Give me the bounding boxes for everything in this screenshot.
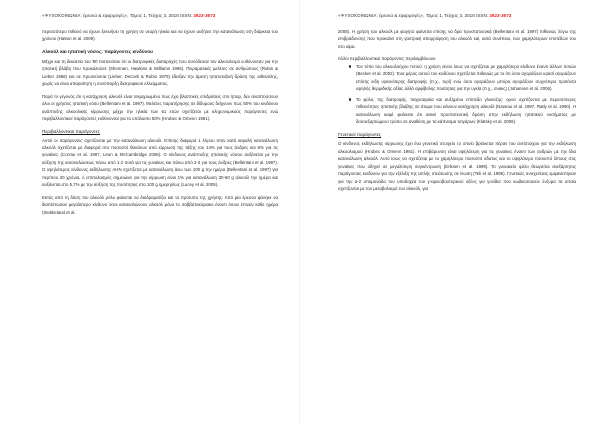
right-page	[300, 0, 600, 424]
list-intro: Άλλοι περιβαλλοντικοί παράγοντες περιλαμβάνουν:	[338, 56, 437, 62]
page-header	[338, 13, 576, 19]
list-item	[349, 96, 576, 126]
page-header	[42, 13, 278, 19]
paragraph: 2008). Η χρήση του αλκοόλ με φαγητό φαίνεται επίσης να δρα προστατευτικά (Bellentani et al. 1997) πιθανώς λόγω της επιβράδυνσης που προκαλεί στη γαστρική απορρόφηση του αλκοόλ και, κατά συνέπεια, των χαμηλότερων επιπέδων του στο αίμα.	[338, 29, 576, 49]
paragraph: Ο κίνδυνος εκδήλωσης κίρρωσης έχει ένα γενετικό στοιχείο το οποίο βρίσκεται πέραν του αντίστοιχου για την εκδήλωση αλκοολισμού (Hrubec & Omenn 1981). Η επιβάρυνση είναι υψηλότερη για τις γυναίκες έναντι των ανδρών με την ίδια κατανάλωση αλκοόλ. Αυτό ίσως να σχετίζεται με το χαμηλότερο ποσοστό ύδατος και το υψηλότερο ποσοστό λίπους στις γυναίκες που οδηγεί σε μεγαλύτερη συγκέντρωση (Eriksen et al. 1999). Το γυναικείο φύλο θεωρείται ανεξάρτητος παράγοντας κινδύνου για την εξέλιξη της απλής στεάτωσης σε ίνωση (Teli et al. 1995). Γενετικές συσχετίσεις εμφανίστηκαν για την α-2 υπομονάδα του υποδοχέα του γ-αμινοβουτυρικού οξέος για γονίδια που κωδικοποιούν ένζυμα τα οποία σχετίζονται με τον μεταβολισμό του αλκοόλ, για	[338, 141, 576, 192]
paragraph: Εκτός από τη δόση του αλκοόλ ρόλο φαίνεται να διαδραματίζει και το πρότυπο της χρήσης. Από μία έρευνα φάνηκε να διαπίστωσαν μεγαλύτερο κίνδυνο όσοι καταναλώνουν αλκοόλ μόνο το σαββατοκύριακο έναντι όσων έπιναν κάθε ημέρα (Stokkeland et al.	[42, 194, 278, 215]
journal-title: «ΨΥΧΟΚΟΙΝΩΝΙΑ: έρευνα & εφαρμογές», Τόμος 1, Τεύχος 3, 2018	[338, 13, 475, 18]
list-item-text: Τον τύπο του αλκοολούχου ποτού: η χρήση οίνου ίσως να σχετίζεται με χαμηλότερο κίνδυνο έναντι άλλων ποτών (Becker et al. 2002). Ένα μέρος αυτού του κινδύνου σχετίζεται πιθανώς με το ότι όσοι αγοράζουν κρασί αγοράζουν επίσης ειδη υγιεινότερης διατροφής (π.χ., τυρί) ενώ όσοι αγοράζουν μπύρα αγοράζουν συχνότερα προϊόντα υψηλής θερμιδικής αξίας αλλά αμφίβολης ποιότητας για την υγεία (π.χ., σνακς) (Johansen et al. 2006).	[356, 63, 576, 92]
bullet-icon	[349, 98, 351, 100]
paragraph: Παρά το γεγονός ότι η κατάχρηση αλκοόλ είναι τεκμηριωμένο πως έχει βλαπτικές επιδράσεις στο ήπαρ, δεν αναπτύσσουν όλοι οι χρήστες ηπατική νόσο (Bellentani et al. 1997). Μελέτες παρατήρησης σε δίδυμους δείχνουν πως 50% του κινδύνου ανάπτυξης αλκοολικής κίρρωσης μέχρι την ηλικία των 61 ετών σχετίζεται με κληρονομικούς παράγοντες ενώ περιβαλλοντικοί παράγοντες ευθύνονται για το υπόλοιπο 50% (Hrubec & Omenn 1981).	[42, 93, 278, 122]
bullet-icon	[349, 65, 351, 67]
section-heading: Αλκοόλ και ηπατική νόσος: παράγοντες κινδύνου	[42, 48, 153, 54]
issn-label: ISSN:	[476, 13, 489, 18]
journal-title: «ΨΥΧΟΚΟΙΝΩΝΙΑ: έρευνα & εφαρμογές», Τόμος 1, Τεύχος 3, 2018	[42, 13, 179, 18]
list-item-text: Το φύλο, της διατροφής, παχυσαρκία και αυξημένο επίπεδο γλυκόζης: ορού σχετίζονται με περισσότερες πιθανότητες ηπατικής βλάβης σε άτομα που κάνουν κατάχρηση αλκοόλ (Naveau et al. 1997, Ratly et al. 1990). Η κατανάλωση καφέ φαίνεται ότι ασκεί προστατευτική δράση στην εκδήλωση ηπατικού νοσήματος με δοσοεξαρτώμενο τρόπο σε αναθέση με τα κάπνισμα τσιγάρων (Klatsky et al. 2006).	[356, 96, 576, 124]
bullet-list	[338, 63, 576, 126]
issn-number: 2623-3673	[193, 13, 216, 18]
paragraph: Μέχρι και τη δεκαετία του '80 πιστευόταν ότι οι διατροφικές διαταραχές που συνόδευαν τον αλκοολισμό ευθύνονταν για την ηπατική βλάβη που προκαλούσε (Sherman, Hawkins & Williams 1996). Πειραματικές μελέτες σε ανθρώπους (Rubin & Lieber 1968) και σε πρωτεύοντα (Lieber, DeCarli & Rubin 1975) έδειξαν την άμεση ηπατοτοξική δράση της αιθανόλης, χωρίς να είναι απαραίτητη η συνύπαρξη διατροφικού ελλείμματος.	[42, 58, 278, 87]
list-item	[349, 63, 576, 93]
subsection-heading: Περιβαλλοντικοί παράγοντες	[42, 128, 100, 134]
paragraph: περισσότερο πιθανό να έχουν ξεκινήσει τη χρήση σε νεαρή ηλικία και να έχουν αυξήσει την κατανάλωση στη διάρκεια του χρόνου (Hatton et al. 2009).	[42, 29, 278, 42]
paragraph: Αυτοί οι παράγοντες σχετίζονται με την κατανάλωση αλκοόλ. Επίσης διαφορά 1 λίτρου στην κατά κεφαλή κατανάλωση αλκοόλ σχετίζεται με διαφορά στο ποσοστό θανάτων από κίρρωση της τάξης του 14% για τους άνδρες και 8% για τις γυναίκες (Corrao et al. 1997, Leon & McCambridge 2006). Ο κίνδυνος ανάπτυξης ηπατικής νόσου αυξάνεται με την αύξηση της καταναλώσεως πάνω από 1-2 ποτά για τις γυναίκες και πάνω από 2-3 για τους άνδρες (Bellentani et al. 1997). Ο υψηλότερος κίνδυνος εκδήλωσης ΑΗΝ σχετίζεται με κατανάλωση άνω των 100 g την ημέρα (Bellentani et al. 1997) για περίπου 20 χρόνια, ο επιπολασμός σημειώνει για την κίρρωση είναι 1% για κατανάλωση 30-60 g αλκοόλ την ημέρα και αυξάνεται στο 5,7% με την αύξηση της ποσότητας στα 100 g ημερησίως (Lucey et al. 2009).	[42, 137, 278, 188]
issn-number: 2623-3673	[489, 13, 512, 18]
issn-label: ISSN:	[180, 13, 193, 18]
subsection-heading: Γενετικοί παράγοντες	[338, 132, 382, 138]
